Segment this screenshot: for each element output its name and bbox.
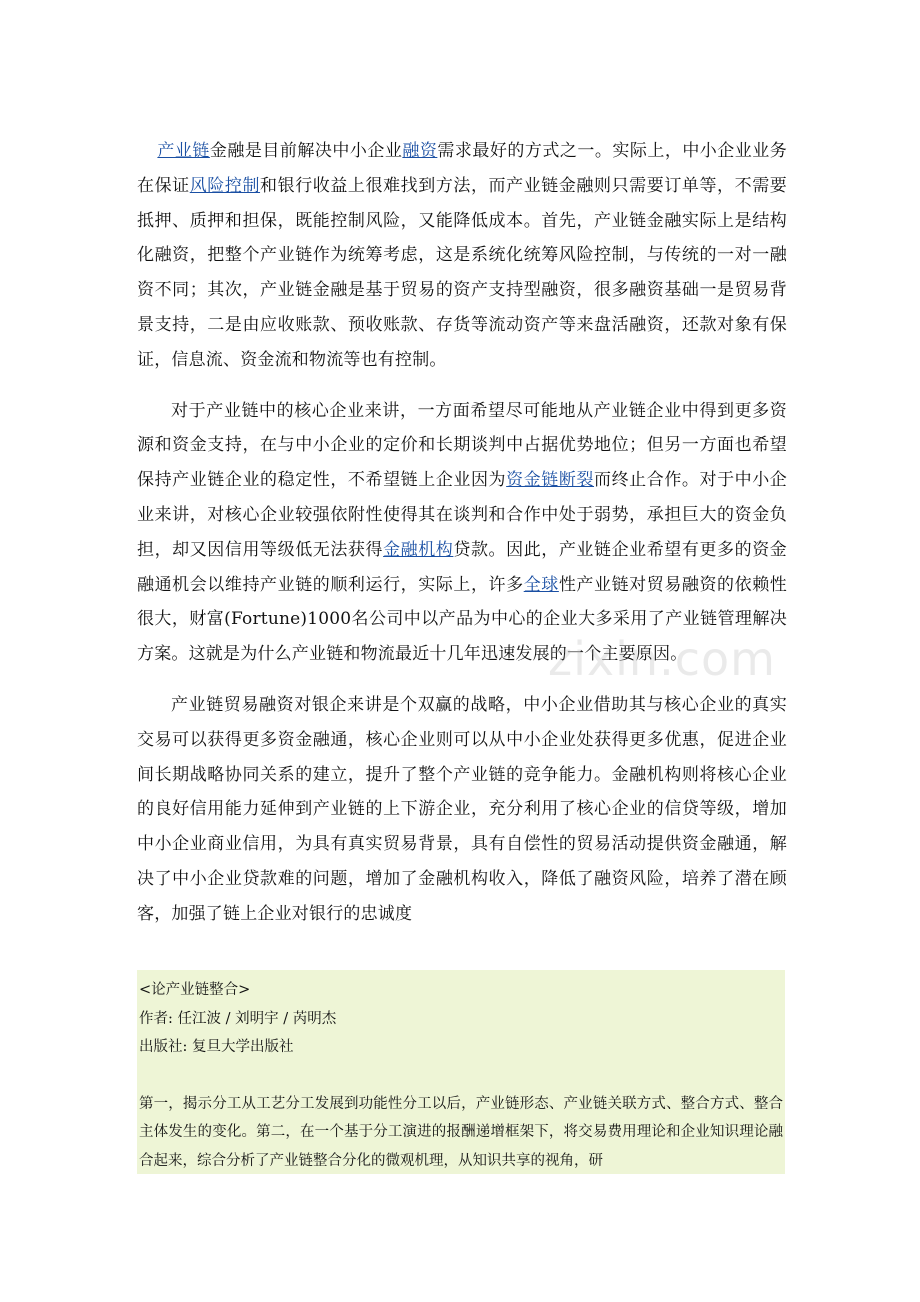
paragraph-3: 产业链贸易融资对银企来讲是个双赢的战略，中小企业借助其与核心企业的真实交易可以获得更多资金融通，核心企业则可以从中小企业处获得更多优惠，促进企业间长期战略协同关系的建立，提升了整个产业链的竞争能力。金融机构则将核心企业的良好信用能力延伸到产业链的上下游企业，充分利用了核心企业的信贷等级，增加中小企业商业信用，为具有真实贸易背景，具有自偿性的贸易活动提供资金融通，解决了中小企业贷款难的问题，增加了金融机构收入，降低了融资风险，培养了潜在顾客，加强了链上企业对银行的忠诚度 [137,694,787,924]
paragraph-2-text-c: 贷款。因此，产业链企业希望有更多的资金融通机会以维持产业链的顺利运行，实际上，许多 [137,539,787,595]
book-title: <论产业链整合> [139,982,251,998]
book-publisher: 出版社: 复旦大学出版社 [139,1039,294,1055]
paragraph-2-text-b: 而终止合作。对于中小企业来讲，对核心企业较强依附性使得其在谈判和合作中处于弱势，承担巨大的资金负担，却又因信用等级低无法获得 [137,470,788,560]
paragraph-2-text-a: 对于产业链中的核心企业来讲，一方面希望尽可能地从产业链企业中得到更多资源和资金支持，在与中小企业的定价和长期谈判中占据优势地位；但另一方面也希望保持产业链企业的稳定性，不希望链上企业因为 [137,400,787,491]
book-author: 作者: 任江波 / 刘明宇 / 芮明杰 [139,1010,337,1027]
watermark: zixin.com [548,632,776,686]
book-info-box [137,970,785,1174]
paragraph-2-text-d: 性产业链对贸易融资的依赖性很大，财富(Fortune)1000名公司中以产品为中心的企业大多采用了产业链管理解决方案。这就是为什么产业链和物流最近十几年迅速发展的一个主要原因。 [137,574,787,665]
link-risk-control[interactable]: 风险控制 [189,175,261,196]
link-capital-chain-break[interactable]: 资金链断裂 [506,470,595,491]
book-description: 第一，揭示分工从工艺分工发展到功能性分工以后，产业链形态、产业链关联方式、整合方式、整合主体发生的变化。第二，在一个基于分工演进的报酬递增框架下，将交易费用理论和企业知识理论融合起来，综合分析了产业链整合分化的微观机理，从知识共享的视角，研 [139,1095,783,1169]
paragraph-1-text-b: 需求最好的方式之一。实际上，中小企业业务在保证 [137,141,787,196]
link-financial-institution[interactable]: 金融机构 [383,539,454,560]
link-financing[interactable]: 融资 [402,141,438,161]
paragraph-1 [137,134,787,378]
link-industry-chain[interactable]: 产业链 [157,141,210,161]
article-body [137,134,787,932]
paragraph-2 [137,394,787,672]
paragraph-1-text-c: 和银行收益上很难找到方法，而产业链金融则只需要订单等，不需要抵押、质押和担保，既能控制风险，又能降低成本。首先，产业链金融实际上是结构化融资，把整个产业链作为统筹考虑，这是系统化统筹风险控制，与传统的一对一融资不同；其次，产业链金融是基于贸易的资产支持型融资，很多融资基础一是贸易背景支持，二是由应收账款、预收账款、存货等流动资产等来盘活融资，还款对象有保证，信息流、资金流和物流等也有控制。 [137,175,787,370]
paragraph-1-text-a: 金融是目前解决中小企业 [209,141,403,161]
link-global[interactable]: 全球 [523,574,559,595]
